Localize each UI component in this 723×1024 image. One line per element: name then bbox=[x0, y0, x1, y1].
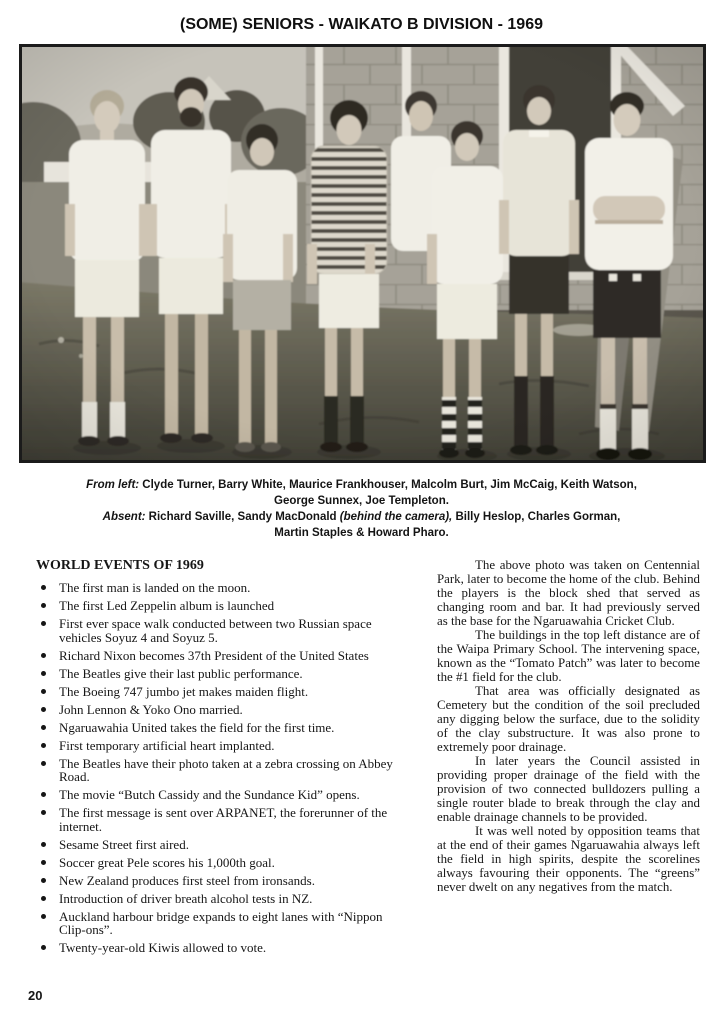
world-event-item: Introduction of driver breath alcohol tests in NZ. bbox=[36, 892, 410, 906]
caption-absent-label: Absent: bbox=[102, 511, 146, 523]
world-event-item: Ngaruawahia United takes the field for the first time. bbox=[36, 721, 410, 735]
world-event-item: New Zealand produces first steel from ironsands. bbox=[36, 874, 410, 888]
world-event-item: Soccer great Pele scores his 1,000th goal. bbox=[36, 856, 410, 870]
caption-line-2: George Sunnex, Joe Templeton. bbox=[274, 495, 449, 507]
world-event-item: John Lennon & Yoko Ono married. bbox=[36, 703, 410, 717]
page-title: (SOME) SENIORS - WAIKATO B DIVISION - 1969 bbox=[179, 16, 543, 33]
world-event-item: Auckland harbour bridge expands to eight lanes with “Nippon Clip-ons”. bbox=[36, 910, 410, 937]
world-event-item: The movie “Butch Cassidy and the Sundance Kid” opens. bbox=[36, 788, 410, 802]
world-event-item: Sesame Street first aired. bbox=[36, 838, 410, 852]
text-columns bbox=[36, 558, 700, 959]
article-column bbox=[437, 558, 700, 959]
caption-behind-camera: (behind the camera), bbox=[339, 511, 453, 523]
caption-line-3 bbox=[0, 509, 723, 525]
world-events-column bbox=[36, 558, 410, 959]
article-paragraph: The above photo was taken on Centennial Park, later to become the home of the club. Behind the players is the block shed that served as changing room and bar. It had previously served as the base for the Ngaruawahia Cricket Club. bbox=[437, 558, 700, 628]
world-event-item: Richard Nixon becomes 37th President of the United States bbox=[36, 649, 410, 663]
article-paragraph: In later years the Council assisted in providing proper drainage of the field with the provision of two connected bulldozers pulling a single router blade to break through the clay and enable drainage channels to be provided. bbox=[437, 754, 700, 824]
world-event-item: The Beatles give their last public performance. bbox=[36, 667, 410, 681]
article-paragraph: That area was officially designated as Cemetery but the condition of the soil precluded any digging below the surface, due to the solidity of the clay substructure. It was also prone to extremely poor drainage. bbox=[437, 684, 700, 754]
world-events-heading: WORLD EVENTS OF 1969 bbox=[36, 558, 204, 573]
world-event-item: The Beatles have their photo taken at a zebra crossing on Abbey Road. bbox=[36, 757, 410, 784]
world-event-item: Twenty-year-old Kiwis allowed to vote. bbox=[36, 941, 410, 955]
article-paragraph: It was well noted by opposition teams that at the end of their games Ngaruawahia always left the field in high spirits, despite the scorelines always favouring their opponents. The “greens” never dwelt on any negatives from the match. bbox=[437, 824, 700, 894]
world-event-item: The first message is sent over ARPANET, the forerunner of the internet. bbox=[36, 806, 410, 833]
caption-absent-names-2: Billy Heslop, Charles Gorman, bbox=[452, 511, 621, 523]
caption-absent-names-1: Richard Saville, Sandy MacDonald bbox=[145, 511, 340, 523]
article-paragraph: The buildings in the top left distance are of the Waipa Primary School. The intervening space, known as the “Tomato Patch” was later to become the #1 field for the club. bbox=[437, 628, 700, 684]
world-event-item: First ever space walk conducted between two Russian space vehicles Soyuz 4 and Soyuz 5. bbox=[36, 617, 410, 644]
world-event-item: The Boeing 747 jumbo jet makes maiden flight. bbox=[36, 685, 410, 699]
team-photo bbox=[19, 44, 706, 463]
caption-line-4: Martin Staples & Howard Pharo. bbox=[274, 527, 449, 539]
world-event-item: First temporary artificial heart implanted. bbox=[36, 739, 410, 753]
world-event-item: The first Led Zeppelin album is launched bbox=[36, 599, 410, 613]
caption-line-1 bbox=[0, 477, 723, 493]
world-event-item: The first man is landed on the moon. bbox=[36, 581, 410, 595]
caption-from-left-label: From left: bbox=[86, 479, 140, 491]
page-number: 20 bbox=[28, 988, 43, 1003]
photo-caption bbox=[0, 477, 723, 541]
caption-from-left-names: Clyde Turner, Barry White, Maurice Frankhouser, Malcolm Burt, Jim McCaig, Keith Watson, bbox=[139, 479, 637, 491]
world-events-list bbox=[36, 581, 410, 955]
team-photo-illustration bbox=[19, 44, 706, 463]
